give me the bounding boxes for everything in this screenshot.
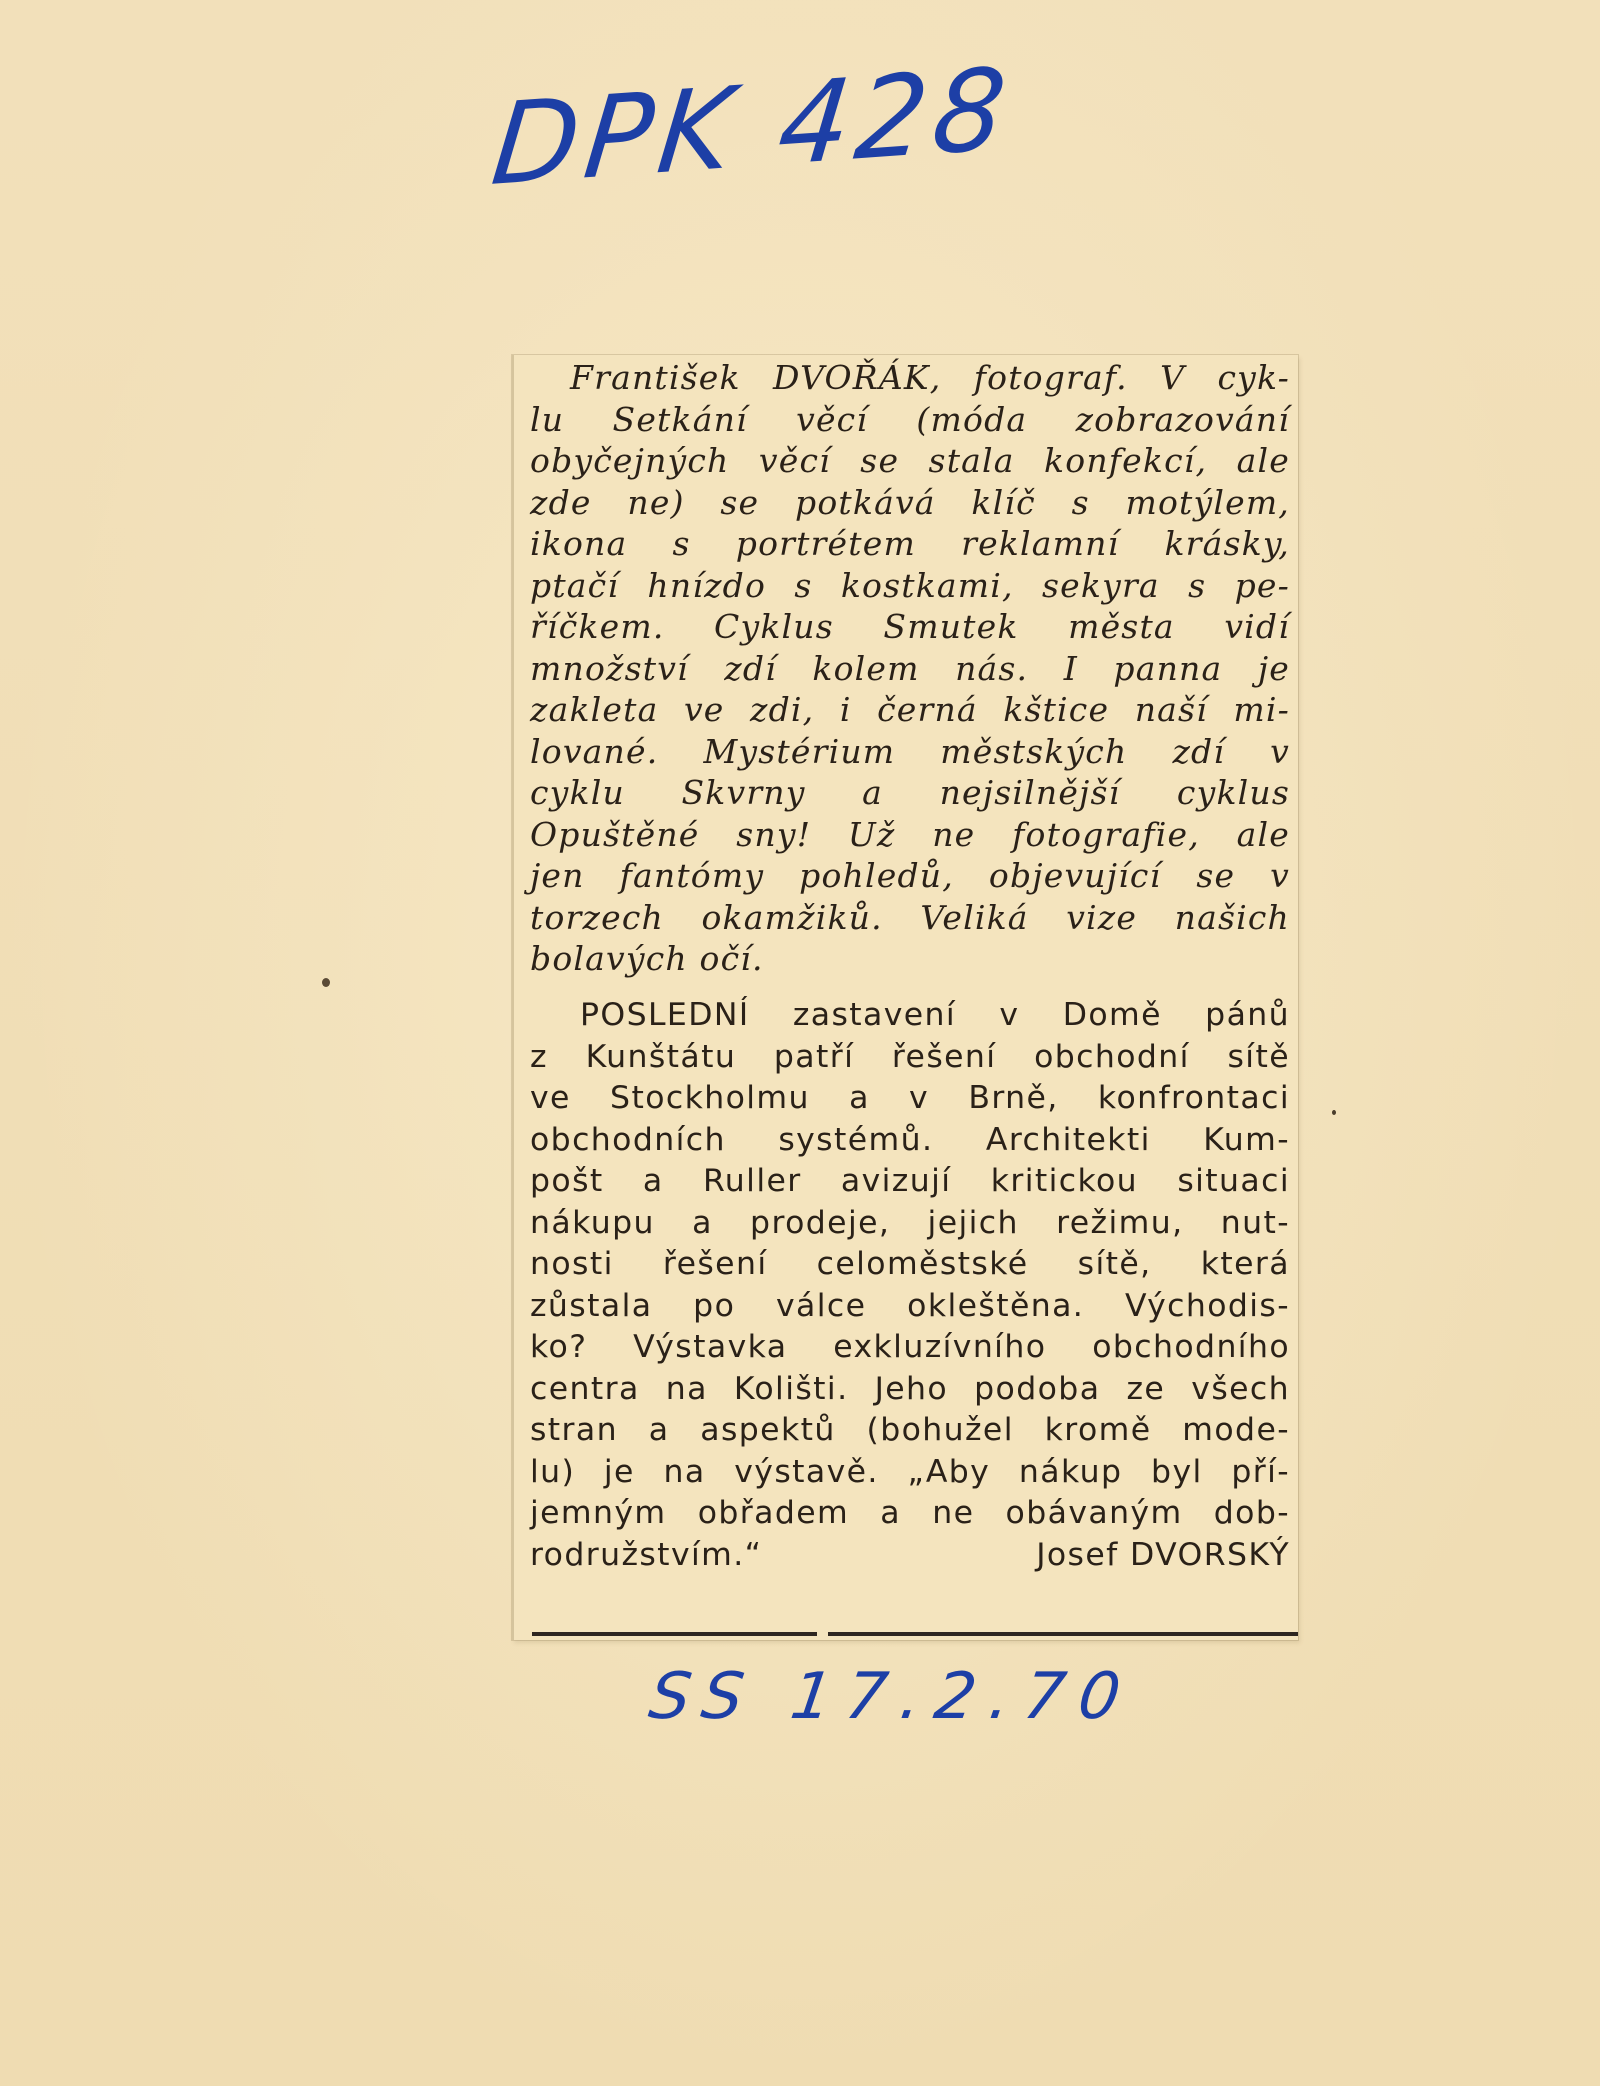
article-line: nákupu a prodeje, jejich režimu, nut-	[530, 1204, 1290, 1241]
paper-speck	[322, 978, 330, 987]
article-line: jen fantómy pohledů, objevující se v	[530, 856, 1290, 895]
source-date-note: SS 17.2.70	[644, 1660, 1139, 1734]
article-line: rodružstvím.“	[530, 1536, 763, 1573]
author-byline: Josef DVORSKÝ	[1036, 1536, 1290, 1573]
article-line: pošt a Ruller avizují kritickou situaci	[530, 1163, 1290, 1199]
article-line: říčkem. Cyklus Smutek města vidí	[530, 607, 1290, 646]
article-line: ve Stockholmu a v Brně, konfrontaci	[530, 1080, 1290, 1116]
article-line: František DVOŘÁK, fotograf. V cyk-	[570, 358, 1290, 397]
article-line: ko? Výstavka exkluzívního obchodního	[530, 1329, 1290, 1365]
article-paragraph-architecture	[530, 995, 1290, 1576]
article-line: nosti řešení celoměstské sítě, která	[530, 1246, 1290, 1282]
paper-speck	[1332, 1110, 1336, 1115]
article-line: lované. Mystérium městských zdí v	[530, 731, 1290, 771]
article-line: obyčejných věcí se stala konfekcí, ale	[530, 441, 1290, 480]
article-line: ikona s portrétem reklamní krásky,	[530, 524, 1290, 563]
column-rule-right	[828, 1632, 1298, 1636]
article-line: stran a aspektů (bohužel kromě mode-	[530, 1412, 1290, 1448]
article-last-line	[530, 1535, 1290, 1577]
article-line: bolavých očí.	[530, 939, 764, 978]
article-line: lu) je na výstavě. „Aby nákup byl pří-	[530, 1453, 1290, 1490]
article-line: lu Setkání věcí (móda zobrazování	[530, 399, 1290, 439]
article-line: cyklu Skvrny a nejsilnější cyklus	[530, 773, 1290, 812]
article-paragraph-photography	[530, 357, 1290, 980]
article-line: množství zdí kolem nás. I panna je	[530, 648, 1290, 688]
article-line: obchodních systémů. Architekti Kum-	[530, 1121, 1290, 1158]
article-line: zakleta ve zdi, i černá kštice naší mi-	[530, 690, 1290, 729]
archive-mark: DPK 428	[486, 43, 1018, 212]
article-line: jemným obřadem a ne obávaným dob-	[530, 1495, 1290, 1531]
article-line: torzech okamžiků. Veliká vize našich	[530, 897, 1290, 937]
article-line: zde ne) se potkává klíč s motýlem,	[530, 482, 1290, 522]
column-rule-left	[532, 1632, 817, 1636]
article-line: Opuštěné sny! Už ne fotografie, ale	[530, 814, 1290, 854]
article-line: ptačí hnízdo s kostkami, sekyra s pe-	[530, 565, 1290, 605]
article-line: z Kunštátu patří řešení obchodní sítě	[530, 1038, 1290, 1075]
article-line: centra na Kolišti. Jeho podoba ze všech	[530, 1370, 1290, 1407]
article-line: POSLEDNÍ zastavení v Domě pánů	[580, 997, 1290, 1033]
article-line: zůstala po válce okleštěna. Východis-	[530, 1287, 1290, 1324]
clipping-edge	[512, 355, 514, 1640]
